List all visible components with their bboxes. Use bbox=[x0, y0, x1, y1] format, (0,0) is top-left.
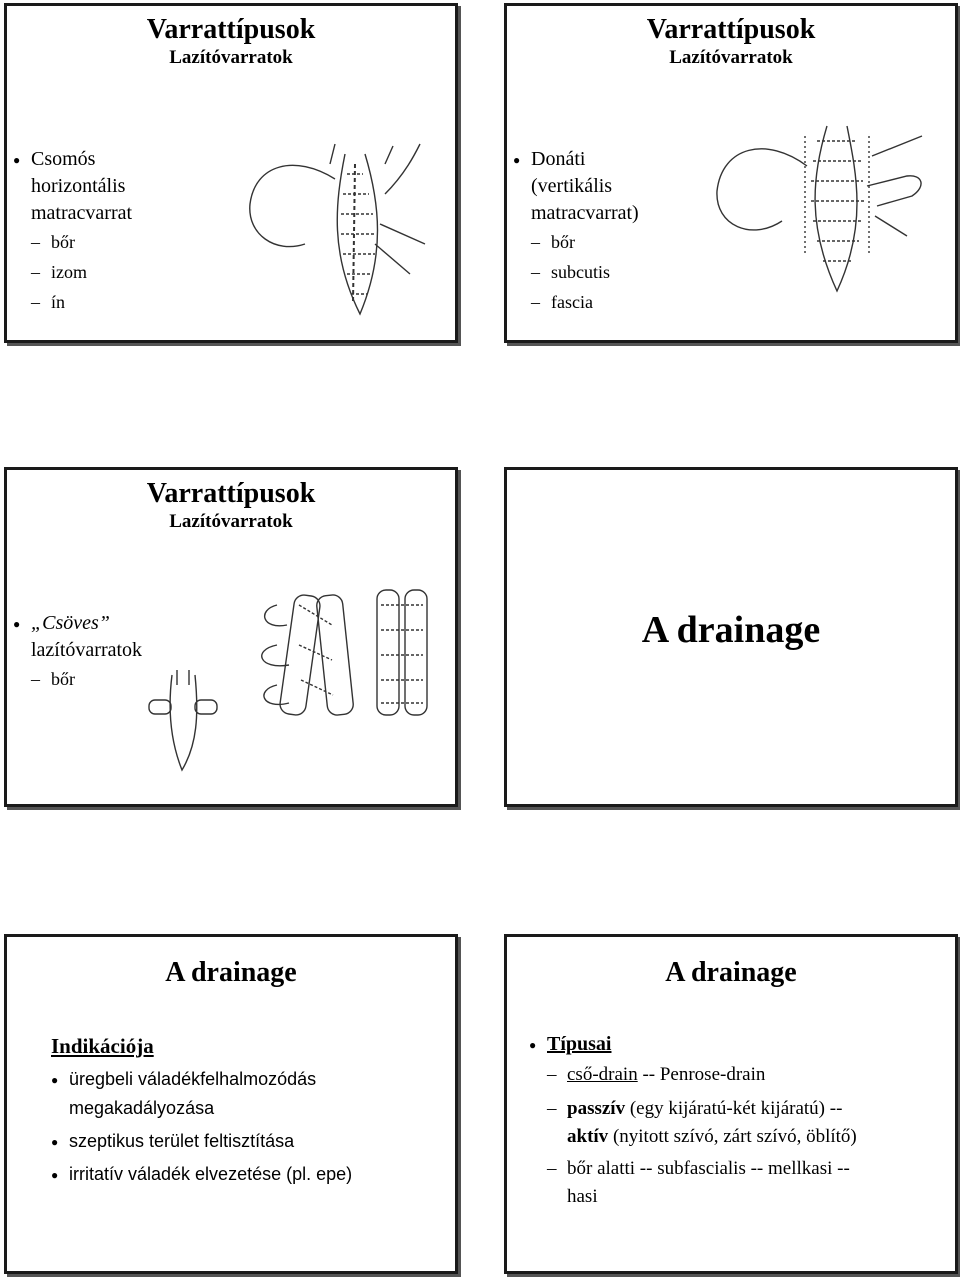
sub-item: – izom bbox=[31, 257, 132, 287]
sub-item: – bőr bbox=[31, 227, 132, 257]
bullet-item bbox=[31, 146, 132, 227]
slide-4 bbox=[504, 467, 958, 807]
sub-item: – bőr bbox=[531, 227, 639, 257]
bullet-item bbox=[31, 610, 142, 664]
bullet-line: ● szeptikus terület feltisztítása bbox=[69, 1131, 295, 1151]
location-line: – bőr alatti -- subfascialis -- mellkasi -- bbox=[567, 1158, 850, 1179]
active-label: aktív bbox=[567, 1126, 609, 1147]
slide-1 bbox=[4, 3, 458, 343]
bullet-item bbox=[69, 1065, 352, 1123]
bullet-line: matracvarrat) bbox=[531, 202, 639, 224]
bullet-line: matracvarrat bbox=[31, 202, 133, 224]
bullet-line: ● irritatív váladék elvezetése (pl. epe) bbox=[69, 1164, 353, 1184]
bullet-line: ● Donáti bbox=[531, 148, 586, 170]
bullet-list bbox=[69, 1065, 352, 1189]
location-line: hasi bbox=[567, 1186, 598, 1207]
bullet-item bbox=[547, 1029, 857, 1059]
bullet-line: (vertikális bbox=[531, 175, 613, 197]
bullet-line: horizontális bbox=[31, 175, 126, 197]
cso-drain-label: cső-drain bbox=[567, 1064, 638, 1085]
slide-title-block bbox=[507, 957, 955, 989]
bullet-line: ● Csomós bbox=[31, 148, 96, 170]
section-heading-text: Indikációja bbox=[51, 1034, 154, 1058]
suture-illustration bbox=[707, 116, 947, 306]
sub-item: – bőr bbox=[31, 664, 142, 694]
passive-desc: (egy kijáratú-két kijáratú) -- bbox=[625, 1098, 843, 1119]
bullet-item bbox=[69, 1160, 352, 1189]
slide-subtitle: Lazítóvarratok bbox=[669, 47, 793, 68]
slide-subtitle: Lazítóvarratok bbox=[169, 511, 293, 532]
sub-item bbox=[547, 1155, 857, 1211]
sub-item bbox=[547, 1095, 857, 1151]
bullet-item bbox=[531, 146, 639, 227]
bullet-item bbox=[69, 1127, 352, 1156]
section-heading-text: Típusai bbox=[547, 1033, 612, 1055]
bullet-list bbox=[31, 146, 132, 317]
sub-item: – subcutis bbox=[531, 257, 639, 287]
slide-5 bbox=[4, 934, 458, 1274]
bullet-line: megakadályozása bbox=[69, 1098, 215, 1118]
sub-item bbox=[547, 1059, 857, 1091]
sub-item: – fascia bbox=[531, 287, 639, 317]
slide-title-block bbox=[7, 957, 455, 989]
slide-title: Varrattípusok bbox=[146, 478, 316, 509]
suture-illustration bbox=[137, 585, 452, 785]
slide-subtitle: Lazítóvarratok bbox=[169, 47, 293, 68]
penrose-label: -- Penrose-drain bbox=[637, 1064, 766, 1085]
bullet-line: lazítóvarratok bbox=[31, 639, 143, 661]
slide-title-block bbox=[7, 478, 455, 534]
slide-title: A drainage bbox=[641, 609, 821, 651]
active-desc: (nyitott szívó, zárt szívó, öblítő) bbox=[608, 1126, 857, 1147]
section-heading bbox=[51, 1033, 154, 1061]
passive-label: passzív bbox=[567, 1098, 626, 1119]
slide-title: A drainage bbox=[665, 957, 797, 988]
slide-6 bbox=[504, 934, 958, 1274]
bullet-line: ● „Csöves” bbox=[31, 612, 110, 634]
sub-item: – ín bbox=[31, 287, 132, 317]
slide-title-block bbox=[507, 14, 955, 70]
slide-title-block bbox=[7, 14, 455, 70]
slide-3 bbox=[4, 467, 458, 807]
slide-2 bbox=[504, 3, 958, 343]
bullet-list bbox=[531, 146, 639, 317]
types-list bbox=[547, 1029, 857, 1211]
bullet-line: ● üregbeli váladékfelhalmozódás bbox=[69, 1069, 317, 1089]
suture-illustration bbox=[235, 134, 435, 334]
slide-title: Varrattípusok bbox=[146, 14, 316, 45]
bullet-list bbox=[31, 610, 142, 694]
slide-title: Varrattípusok bbox=[646, 14, 816, 45]
slide-title: A drainage bbox=[165, 957, 297, 988]
